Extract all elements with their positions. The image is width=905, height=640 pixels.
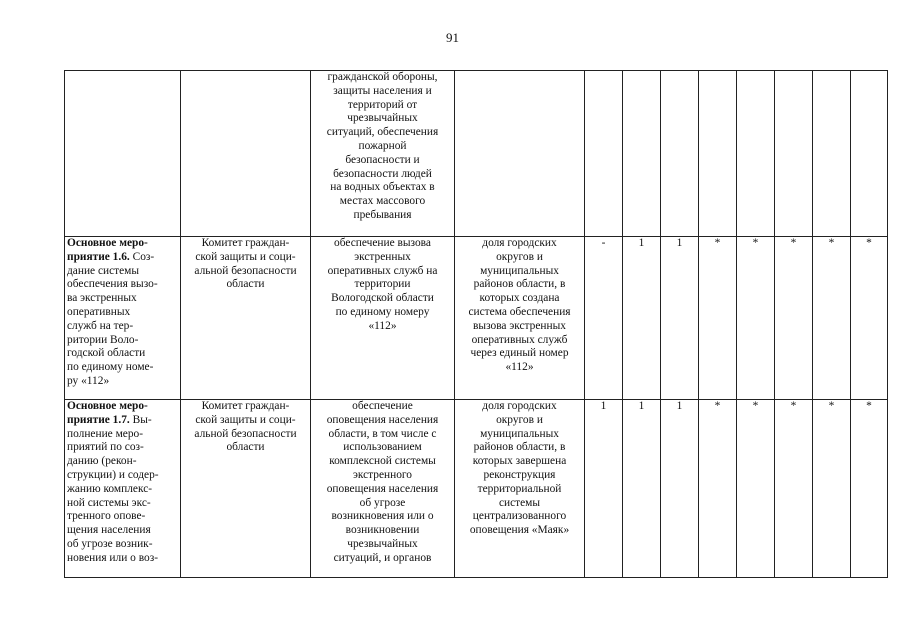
indicator-text: доля городских округов и муниципальных районов области, в которых создана система обеспечения вызова экстренных оперативных служб через единый номер «112»: [468, 237, 571, 374]
measure-cell: [65, 400, 181, 578]
value-cell: *: [737, 400, 775, 578]
value-cell: [661, 71, 699, 237]
result-cell: [311, 71, 455, 237]
value-cell: [737, 71, 775, 237]
indicator-cell: [455, 71, 585, 237]
value-cell: *: [851, 237, 888, 400]
indicator-cell: [455, 237, 585, 400]
value-cell: 1: [585, 400, 623, 578]
table-row: [65, 237, 888, 400]
value-cell: *: [737, 237, 775, 400]
executor-cell: [181, 237, 311, 400]
measure-text: Соз- дание системы обеспечения вызо- ва экстренных оперативных служб на тер- ритории Воло- годской области по единому номе- ру «112»: [67, 250, 158, 387]
table-row: [65, 71, 888, 237]
value-cell: -: [585, 237, 623, 400]
value-cell: [623, 71, 661, 237]
value-cell: *: [699, 400, 737, 578]
value-cell: *: [851, 400, 888, 578]
value-cell: 1: [661, 237, 699, 400]
executor-text: Комитет граждан- ской защиты и соци- альной безопасности области: [194, 400, 297, 454]
value-cell: 1: [623, 400, 661, 578]
table-row: [65, 400, 888, 578]
value-cell: 1: [661, 400, 699, 578]
value-cell: [775, 71, 813, 237]
measure-title: Основное меро- приятие 1.7.: [67, 400, 148, 426]
executor-cell: [181, 71, 311, 237]
measure-cell: [65, 237, 181, 400]
executor-cell: [181, 400, 311, 578]
value-cell: [851, 71, 888, 237]
indicator-text: доля городских округов и муниципальных районов области, в которых завершена реконструкция территориальной системы централизованного оповещения «Маяк»: [469, 400, 570, 537]
value-cell: *: [813, 400, 851, 578]
result-cell: [311, 400, 455, 578]
value-cell: [699, 71, 737, 237]
program-measures-table: [64, 70, 888, 578]
value-cell: [813, 71, 851, 237]
value-cell: *: [775, 400, 813, 578]
page-number: 91: [446, 30, 459, 45]
executor-text: Комитет граждан- ской защиты и соци- альной безопасности области: [194, 237, 297, 291]
measure-title: Основное меро- приятие 1.6.: [67, 237, 148, 263]
value-cell: *: [775, 237, 813, 400]
value-cell: 1: [623, 237, 661, 400]
value-cell: *: [699, 237, 737, 400]
value-cell: [585, 71, 623, 237]
result-cell: [311, 237, 455, 400]
measure-cell: [65, 71, 181, 237]
result-text: обеспечение оповещения населения области, в том числе с использованием комплексной системы экстренного оповещения населения об угрозе возникновения или о возникновении чрезвычайных ситуаций, и органов: [326, 400, 439, 564]
result-text: гражданской обороны, защиты населения и территорий от чрезвычайных ситуаций, обеспечения пожарной безопасности и безопасности людей на водных объектах в местах массового пребывания: [326, 71, 439, 221]
result-text: обеспечение вызова экстренных оперативных служб на территории Вологодской области по единому номеру «112»: [327, 237, 438, 332]
value-cell: *: [813, 237, 851, 400]
measure-text: Вы- полнение меро- приятий по соз- данию (рекон- струкции) и содер- жанию комплекс- ной системы экс- тренного опове- щения населения об угрозе возник- новения или о воз-: [67, 413, 159, 564]
indicator-cell: [455, 400, 585, 578]
